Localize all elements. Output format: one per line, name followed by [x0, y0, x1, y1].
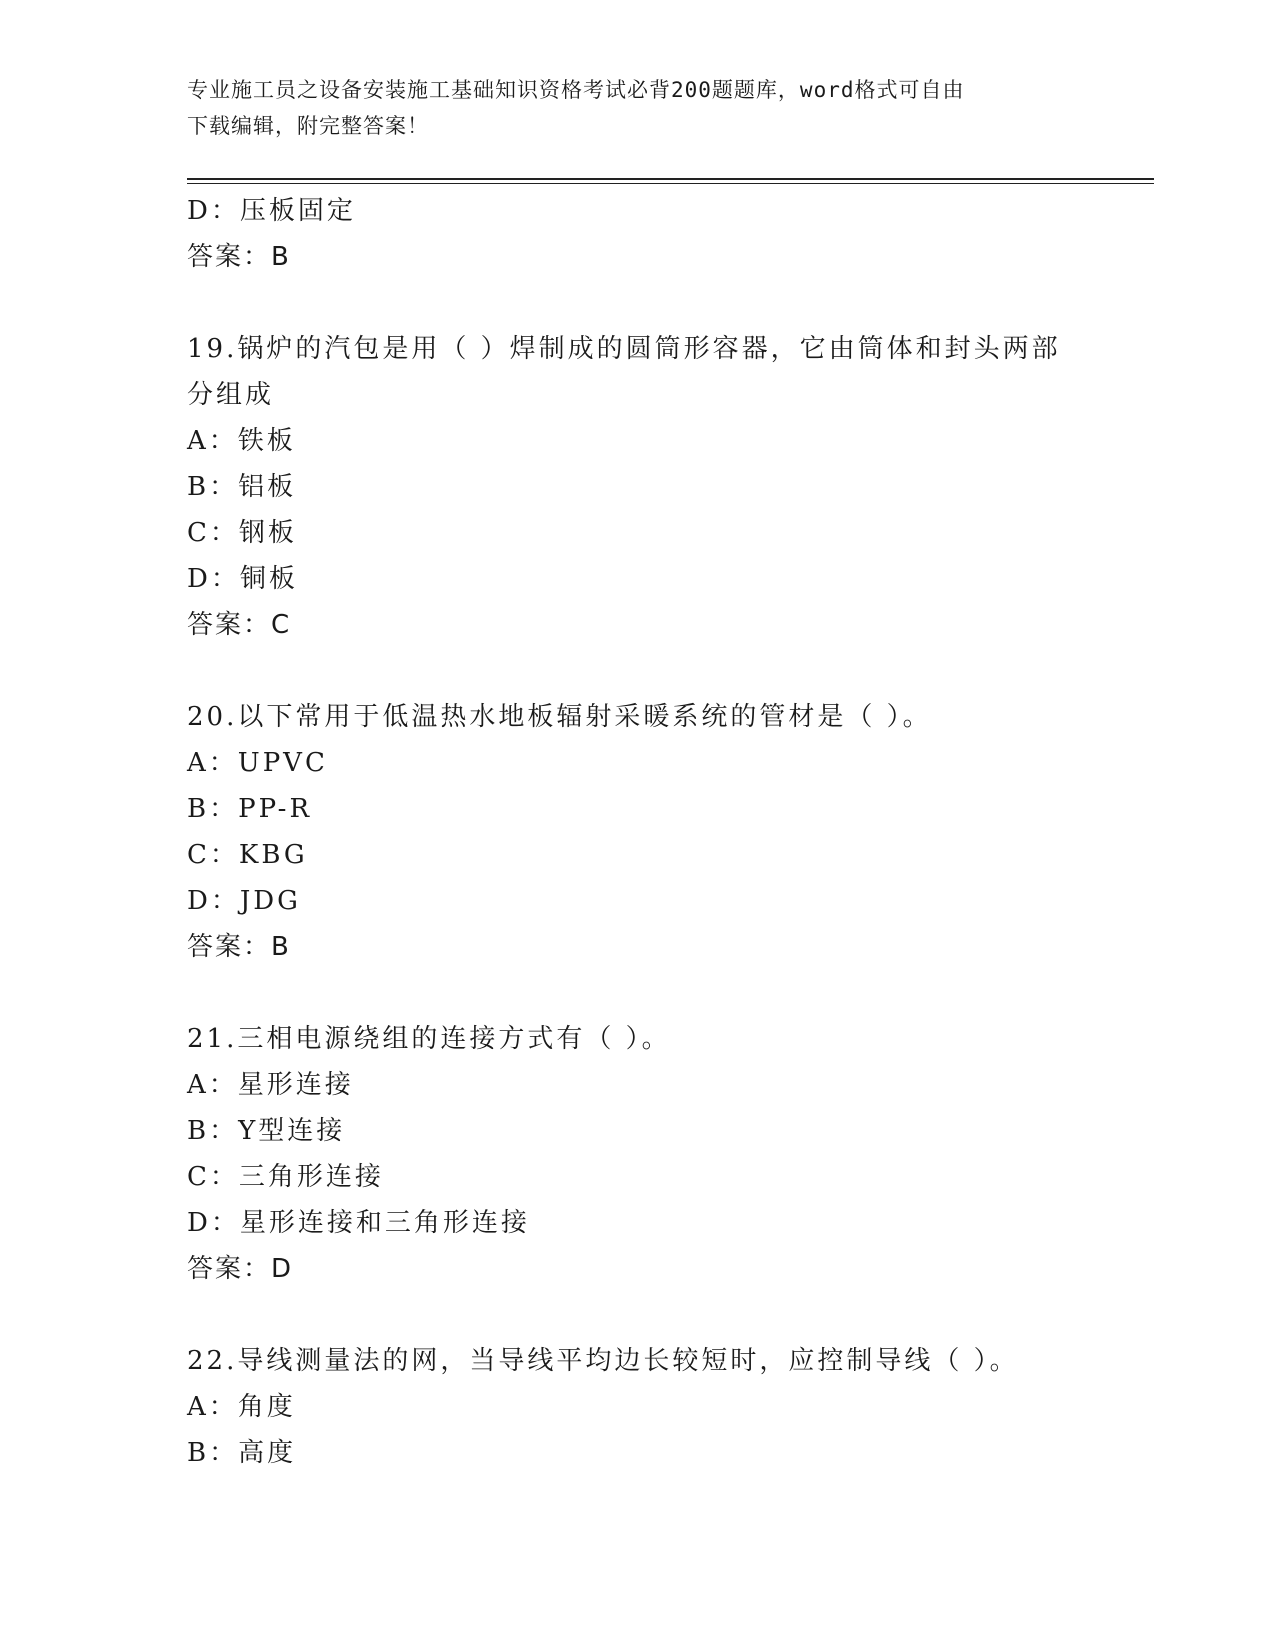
document-header: [187, 72, 1067, 144]
question-list: [187, 188, 1087, 1476]
question-19: [187, 326, 1087, 648]
option-b: B：高度: [187, 1438, 297, 1468]
spacer: [187, 1292, 1087, 1338]
option-d: D：JDG: [187, 886, 301, 916]
option-b: B：PP-R: [187, 794, 313, 824]
option-c: C：KBG: [187, 840, 308, 870]
option-a: A：星形连接: [187, 1070, 354, 1100]
question-20: [187, 694, 1087, 970]
option-c: C：三角形连接: [187, 1162, 384, 1192]
spacer: [187, 648, 1087, 694]
question-stem: 19.锅炉的汽包是用（ ）焊制成的圆筒形容器，它由筒体和封头两部: [187, 334, 1061, 364]
prev-answer: 答案：B: [187, 242, 291, 272]
option-a: A：UPVC: [187, 748, 328, 778]
answer: 答案：D: [187, 1254, 294, 1284]
header-divider-thick: [187, 178, 1154, 180]
answer: 答案：B: [187, 932, 291, 962]
option-d: D：星形连接和三角形连接: [187, 1208, 530, 1238]
question-22: [187, 1338, 1087, 1476]
header-line-2: 下载编辑，附完整答案！: [187, 114, 429, 138]
spacer: [187, 970, 1087, 1016]
question-stem: 20.以下常用于低温热水地板辐射采暖系统的管材是（ ）。: [187, 702, 932, 732]
question-stem-cont: 分组成: [187, 380, 275, 410]
option-b: B：铝板: [187, 472, 297, 502]
option-a: A：角度: [187, 1392, 296, 1422]
option-d: D：铜板: [187, 564, 298, 594]
question-stem: 22.导线测量法的网，当导线平均边长较短时，应控制导线（ ）。: [187, 1346, 1019, 1376]
option-c: C：钢板: [187, 518, 297, 548]
option-a: A：铁板: [187, 426, 296, 456]
prev-option-d: D：压板固定: [187, 196, 356, 226]
header-divider-thin: [187, 183, 1154, 184]
spacer: [187, 280, 1087, 326]
question-stem: 21.三相电源绕组的连接方式有（ ）。: [187, 1024, 671, 1054]
question-21: [187, 1016, 1087, 1292]
answer: 答案：C: [187, 610, 292, 640]
header-line-1: 专业施工员之设备安装施工基础知识资格考试必背200题题库，word格式可自由: [187, 78, 965, 102]
option-b: B：Y型连接: [187, 1116, 346, 1146]
